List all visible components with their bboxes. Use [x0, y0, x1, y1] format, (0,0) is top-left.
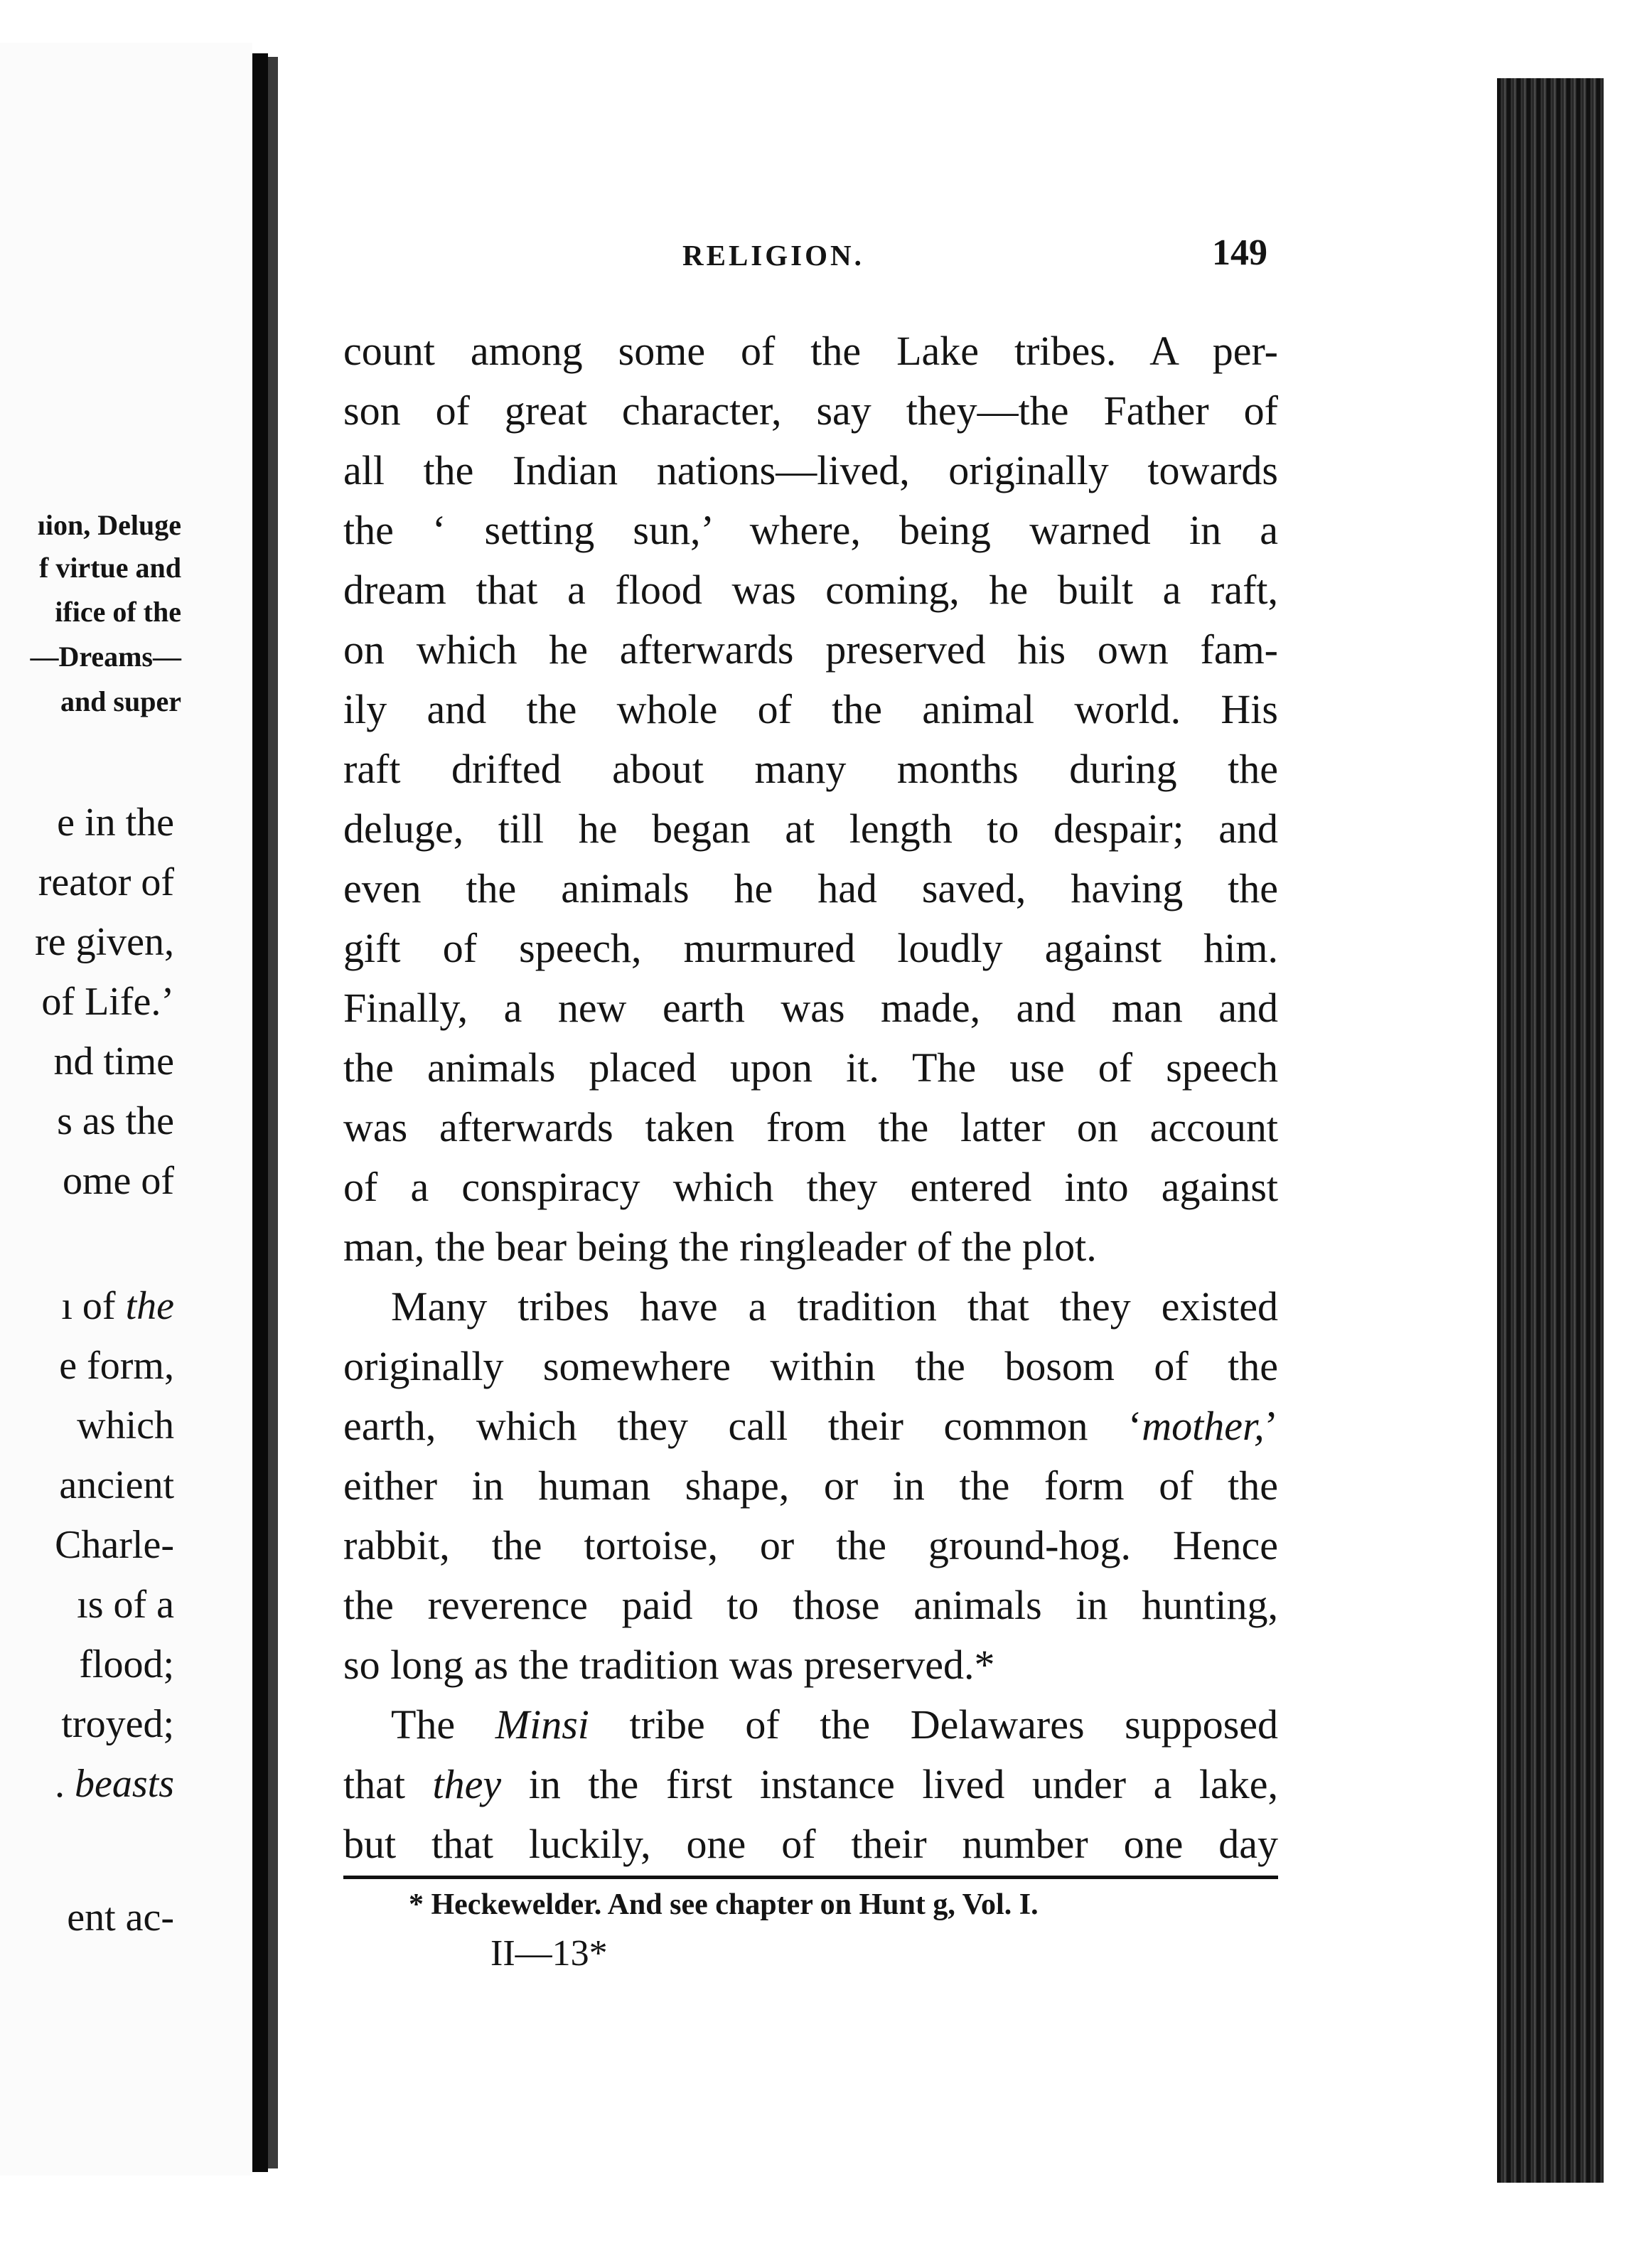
left-page-line: ent ac-: [67, 1895, 174, 1940]
left-page-line: nd time: [53, 1039, 174, 1084]
body-line: dream that a flood was coming, he built a raft,: [343, 567, 1278, 613]
left-page-line: and super: [60, 685, 181, 717]
body-line: The Minsi tribe of the Delawares supposed: [391, 1701, 1279, 1748]
footnote: * Heckewelder. And see chapter on Hunt g, Vol. I.: [409, 1888, 1039, 1921]
previous-page-fragment: [0, 43, 252, 2176]
left-page-line: troyed;: [61, 1702, 174, 1746]
body-line: the reverence paid to those animals in hunting,: [343, 1582, 1278, 1628]
left-page-line: which: [77, 1403, 174, 1448]
left-page-line: ı of the: [61, 1284, 174, 1328]
body-line: all the Indian nations—lived, originally towards: [343, 447, 1278, 493]
left-page-line: e in the: [57, 801, 174, 845]
body-line: raft drifted about many months during the: [343, 746, 1278, 792]
book-gutter-shadow: [252, 53, 268, 2172]
body-line: so long as the tradition was preserved.*: [343, 1642, 995, 1688]
left-page-line: —Dreams—: [30, 641, 181, 673]
body-line: was afterwards taken from the latter on account: [343, 1104, 1278, 1150]
left-page-line: ıs of a: [77, 1583, 174, 1627]
body-line: but that luckily, one of their number one day: [343, 1821, 1278, 1867]
page-block-edge: [1497, 78, 1604, 2183]
left-page-line: e form,: [59, 1344, 174, 1388]
running-head: RELIGION.: [682, 239, 864, 272]
body-line: even the animals he had saved, having the: [343, 865, 1278, 911]
left-page-line: flood;: [79, 1642, 174, 1686]
body-line: that they in the first instance lived under a lake,: [343, 1761, 1278, 1807]
signature-mark: II—13*: [490, 1933, 608, 1974]
body-line: ily and the whole of the animal world. His: [343, 686, 1278, 732]
left-page-line: s as the: [57, 1099, 174, 1143]
body-line: count among some of the Lake tribes. A per-: [343, 328, 1278, 374]
body-line: Finally, a new earth was made, and man and: [343, 985, 1278, 1031]
body-line: the ‘ setting sun,’ where, being warned in a: [343, 507, 1278, 553]
left-page-line: ancient: [59, 1463, 174, 1507]
body-line: son of great character, say they—the Father of: [343, 387, 1278, 434]
body-line: gift of speech, murmured loudly against him.: [343, 925, 1278, 971]
body-line: of a conspiracy which they entered into against: [343, 1164, 1278, 1210]
book-gutter-inner: [268, 57, 278, 2168]
left-page-line: f virtue and: [39, 552, 181, 584]
body-line: either in human shape, or in the form of the: [343, 1462, 1278, 1509]
left-page-line: ifice of the: [55, 596, 181, 628]
body-line: Many tribes have a tradition that they existed: [391, 1283, 1278, 1330]
body-line: deluge, till he began at length to despair; and: [343, 806, 1278, 852]
body-line: originally somewhere within the bosom of the: [343, 1343, 1278, 1389]
left-page-line: re given,: [35, 920, 174, 964]
body-line: earth, which they call their common ‘mother,’: [343, 1403, 1278, 1449]
left-page-line: ıion, Deluge: [37, 509, 181, 541]
page-number: 149: [1212, 232, 1267, 273]
body-line: man, the bear being the ringleader of the plot.: [343, 1224, 1097, 1270]
body-line: on which he afterwards preserved his own fam-: [343, 626, 1278, 673]
footnote-rule: [343, 1876, 1278, 1879]
left-page-line: ome of: [62, 1159, 174, 1203]
body-line: the animals placed upon it. The use of speech: [343, 1044, 1278, 1091]
left-page-line: of Life.’: [41, 980, 174, 1024]
left-page-line: reator of: [38, 860, 174, 904]
left-page-line: Charle-: [55, 1523, 174, 1567]
body-line: rabbit, the tortoise, or the ground-hog. Hence: [343, 1522, 1278, 1568]
left-page-line: . beasts: [55, 1762, 174, 1806]
